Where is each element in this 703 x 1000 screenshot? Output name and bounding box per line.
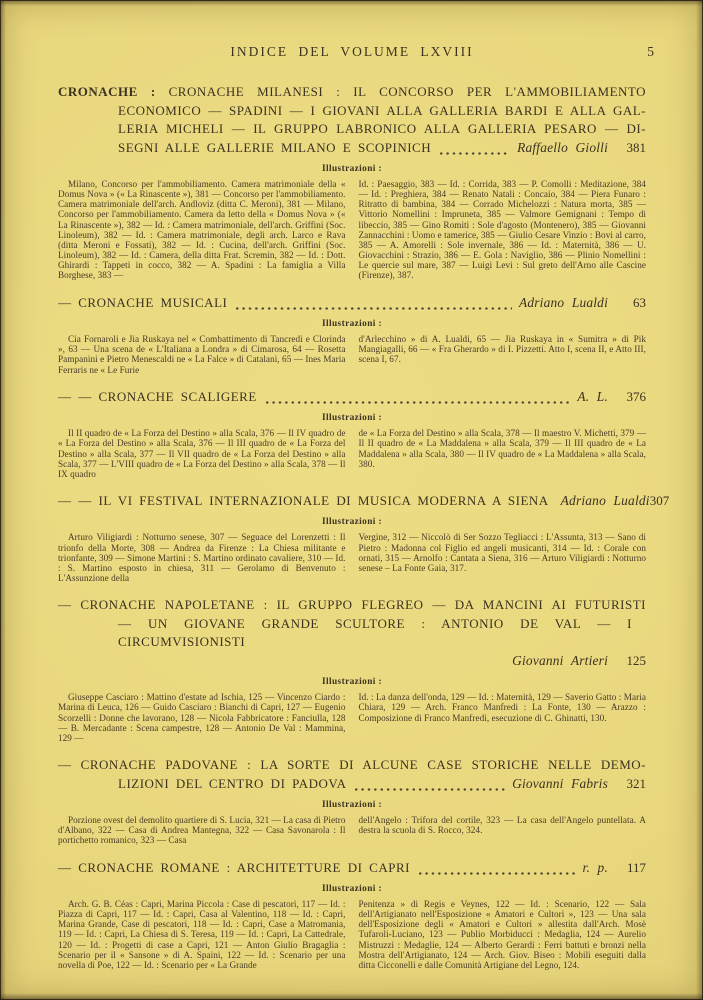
heading-line <box>58 652 646 671</box>
page-reference: 63 <box>633 294 646 310</box>
illustrations-list <box>58 532 646 583</box>
illustrations-list <box>58 428 646 479</box>
page-reference: 117 <box>626 859 646 875</box>
page-header <box>58 44 654 60</box>
heading-line <box>58 859 646 878</box>
dotted-leader <box>355 788 505 791</box>
author-name: A. L. <box>577 388 608 404</box>
illustrations-column-right: de « La Forza del Destino » alla Scala, 378 — Il maestro V. Michetti, 379 — Il II quadro de « La Maddalena » alla Scala, 379 — Il III quadro de « La Maddalena » alla Scala, 380 — Il IV quadro de « La Maddalena » alla Scala, 380. <box>358 428 646 469</box>
author-name: Giovanni Fabris <box>512 775 608 791</box>
illustrations-column-right: dell'Angelo : Trifora del cortile, 323 — La casa dell'Angelo puntellata. A destra la scuola di S. Rocco, 324. <box>358 815 646 836</box>
illustrations-list <box>58 899 646 970</box>
illustrations-label: Illustrazioni : <box>322 319 382 330</box>
page-reference: 381 <box>626 139 646 155</box>
illustrations-column-right: Id. : La danza dell'onda, 129 — Id. : Maternità, 129 — Saverio Gatto : Maria Chiara, 129 — Arch. Franco Manfredi : La Fonte, 130 — Arazzo : Composizione di Franco Manfredi, esecuzione di C. Ghinatti, 130. <box>358 692 646 723</box>
section-cronache-napoletane <box>58 596 646 743</box>
heading-line: — UN GIOVANE GRANDE SCULTORE : ANTONIO DE VAL — I CIRCUMVISIONISTI <box>118 615 632 650</box>
page-number: 5 <box>647 44 654 59</box>
heading-text: — — CRONACHE SCALIGERE <box>58 388 257 404</box>
author-name: r. p. <box>582 859 608 875</box>
illustrations-column-left: Porzione ovest del demolito quartiere di S. Lucia, 321 — La casa di Pietro d'Albano, 322 — Casa di Andrea Mantegna, 322 — Casa Savonarola : Il portichetto romanico, 323 — Casa <box>58 815 346 846</box>
page-reference: 321 <box>626 775 646 791</box>
heading-line <box>58 83 646 102</box>
illustrations-column-left: Arturo Viligiardi : Notturno senese, 307 — Seguace del Lorenzetti : Il trionfo della Morte, 308 — Andrea da Firenze : La Chiesa militante e trionfante, 309 — Simone Martini : S. Martino ordinato cavaliere, 310 — Id. : S. Martino esposto in chiesa, 311 — Gerolamo di Benvenuto : L'Assunzione della <box>58 532 346 584</box>
heading-line <box>58 388 646 407</box>
author-name: Adriano Lualdi <box>518 294 608 310</box>
illustrations-column-left: Cia Fornaroli e Jia Ruskaya nel « Combattimento di Tancredi e Clorinda », 63 — Una scena de « L'Italiana a Londra » di Cimarosa, 64 — Rosetta Pampanini e Pietro Menescaldi ne « La Falce » di Catalani, 65 — Ines Maria Ferraris ne « Le Furie <box>58 334 346 375</box>
heading-line <box>58 492 670 511</box>
illustrations-label: Illustrazioni : <box>322 164 382 174</box>
illustrations-column-right: Vergine, 312 — Niccolò di Ser Sozzo Tegliacci : L'Assunta, 313 — Sano di Pietro : Madonna col Figlio ed angeli musicanti, 314 — Id. : Corale con ornati, 315 — Arnolfo : Cantata a Siena, 316 — Arturo Viligiardi : Notturno senese – La Fonte Gaia, 317. <box>358 532 646 573</box>
author-name: Raffaello Giolli <box>517 139 608 155</box>
illustrations-column-right: Id. : Paesaggio, 383 — Id. : Corrida, 383 — P. Comolli : Meditazione, 384 — Id. : Preghiera, 384 — Renato Natali : Concaio, 384 — Piera Funaro : Ritratto di bambina, 384 — Corrado Michelozzi : Natura morta, 385 — Vittorio Nomellini : Impruneta, 385 — Valmore Gemignani : Tempo di libeccio, 385 — Gino Romiti : Sole d'agosto (Montenero), 385 — Giovanni Zannacchini : Uomo e tamerice, 385 — Giulio Cesare Vinzio : Bovi al carro, 385 — A. Amorelli : Sole invernale, 386 — Id. : Maternità, 386 — U. Giovacchini : Strazio, 386 — E. Gola : Naviglio, 386 — Plinio Nomellini : Le quercie sul mare, 387 — Luigi Levi : Sul greto dell'Arno alle Cascine (Firenze), 387. <box>358 179 646 281</box>
heading-text: — — IL VI FESTIVAL INTERNAZIONALE DI MUSICA MODERNA A SIENA <box>58 492 549 508</box>
heading-line <box>118 775 646 794</box>
heading-prefix: CRONACHE : <box>58 84 156 99</box>
heading-line <box>118 139 646 158</box>
dotted-leader <box>440 152 510 155</box>
page-reference: 307 <box>649 492 670 508</box>
dotted-leader <box>266 401 571 404</box>
dotted-leader <box>419 872 576 875</box>
illustrations-label: Illustrazioni : <box>322 884 382 894</box>
illustrations-label: Illustrazioni : <box>322 677 382 688</box>
dotted-leader <box>236 307 512 310</box>
heading-text: LIZIONI DEL CENTRO DI PADOVA <box>118 775 347 791</box>
author-name: Giovanni Artieri <box>512 652 608 668</box>
author-name: Adriano Lualdi <box>560 492 650 508</box>
illustrations-column-right: Penitenza » di Regis e Veynes, 122 — Id. : Scenario, 122 — Sala dell'Artigianato nell'Esposizione « Amatori e Cultori », 123 — Una sala dell'Esposizione degli « Amatori e Cultori » allestita dall'Arch. Mosè Tufaroli-Luciano, 123 — Publio Morbiducci : Medaglia, 124 — Aurelio Mistruzzi : Medaglie, 124 — Alberto Gerardi : Ferri battuti e bronzi nella Mostra dell'Artigianato, 124 — Arch. Giov. Biseo : Mobili eseguiti dalla ditta Cicconelli e dalle Comunità Artigiane del Legno, 124. <box>358 899 646 970</box>
illustrations-list <box>58 815 646 845</box>
page-reference: 376 <box>626 388 646 404</box>
illustrations-list <box>58 179 646 281</box>
section-cronache-musicali <box>58 294 646 375</box>
illustrations-label: Illustrazioni : <box>322 413 382 424</box>
illustrations-column-left: Milano, Concorso per l'ammobiliamento. Camera matrimoniale della « Domus Nova » (« La Rinascente »), 381 — Concorso per l'ammobiliamento. Camera matrimoniale dell'arch. Andloviz (ditta C. Meroni), 381 — Milano, Concorso per l'ammobiliamento. Camera da letto della « Domus Nova » (« La Rinascente »), 382 — Id. : Camera matrimoniale, dell'arch. Griffini (Soc. Linoleum), 382 — Id. : Camera matrimoniale, degli arch. Larco e Rava (ditta Meroni e Fossati), 382 — Id. : Cucina, dell'arch. Griffini (Soc. Linoleum), 382 — Id. : Camera, della ditta Frat. Scremin, 382 — Id. : Dott. Ghirardi : Tappeti in cocco, 382 — A. Spadini : La famiglia a Villa Borghese, 383 — <box>58 179 346 281</box>
illustrations-column-left: Giuseppe Casciaro : Mattino d'estate ad Ischia, 125 — Vincenzo Ciardo : Marina di Leuca, 126 — Guido Casciaro : Bianchi di Capri, 127 — Eugenio Scorzelli : Donne che lavorano, 128 — Nicola Fabbricatore : Fanciulla, 128 — B. Mercadante : Scena campestre, 128 — Antonio De Val : Mammina, 129 — <box>58 692 346 743</box>
section-cronache-romane <box>58 859 646 971</box>
section-cronache-padovane <box>58 756 646 845</box>
heading-line: — CRONACHE PADOVANE : LA SORTE DI ALCUNE CASE STORICHE NELLE DEMO- <box>58 757 646 773</box>
page-content <box>58 44 670 970</box>
page-title: INDICE DEL VOLUME LXVIII <box>230 44 474 59</box>
section-cronache-scaligere <box>58 388 646 479</box>
illustrations-label: Illustrazioni : <box>322 800 382 811</box>
page-reference: 125 <box>626 652 646 668</box>
illustrations-list <box>58 692 646 743</box>
heading-text: CRONACHE MILANESI : IL CONCORSO PER L'AMMOBILIAMENTO <box>168 84 647 99</box>
heading-line: ECONOMICO — SPADINI — I GIOVANI ALLA GALLERIA BARDI E ALLA GAL- <box>118 102 646 118</box>
illustrations-column-left: Il II quadro de « La Forza del Destino » alla Scala, 376 — Il IV quadro de « La Forza del Destino » alla Scala, 376 — Il III quadro de « La Forza del Destino » alla Scala, 377 — Il VII quadro de « La Forza del Destino » alla Scala, 377 — L'VIII quadro de « La Forza del Destino » alla Scala, 378 — Il IX quadro <box>58 428 346 479</box>
heading-line: — CRONACHE NAPOLETANE : IL GRUPPO FLEGREO — DA MANCINI AI FUTURISTI <box>58 597 646 613</box>
heading-line: LERIA MICHELI — IL GRUPPO LABRONICO ALLA GALLERIA PESARO — DI- <box>118 121 646 136</box>
heading-text: — CRONACHE ROMANE : ARCHITETTURE DI CAPRI <box>58 859 410 875</box>
illustrations-column-left: Arch. G. B. Céas : Capri, Marina Piccola : Case di pescatori, 117 — Id. : Piazza di Capri, 117 — Id. : Capri, Casa al Valentino, 118 — Id. : Capri, Marina Grande, Case di pescatori, 118 — Id. : Capri, Case a Matromania, 119 — Id. : Capri, La Chiesa di S. Teresa, 119 — Id. : Capri, La Cattedrale, 120 — Id. : Progetti di case a Capri, 121 — Anton Giulio Bragaglia : Scenario per il « Sansone » di A. Spaini, 122 — Id. : Scenario per una novella di Poe, 122 — Id. : Scenario per « La Grande <box>58 899 346 970</box>
illustrations-list <box>58 334 646 375</box>
section-festival-siena <box>58 492 670 584</box>
heading-text: SEGNI ALLE GALLERIE MILANO E SCOPINICH <box>118 139 432 155</box>
heading-line <box>58 294 646 313</box>
section-cronache-milanesi <box>58 83 646 281</box>
heading-text: — CRONACHE MUSICALI <box>58 294 228 310</box>
illustrations-column-right: d'Arlecchino » di A. Lualdi, 65 — Jia Ruskaya in « Sumitra » di Pik Mangiagalli, 66 — « Fra Gherardo » di I. Pizzetti. Atto I, scena II, e Atto III, scena I, 67. <box>358 334 646 365</box>
illustrations-label: Illustrazioni : <box>322 517 382 528</box>
